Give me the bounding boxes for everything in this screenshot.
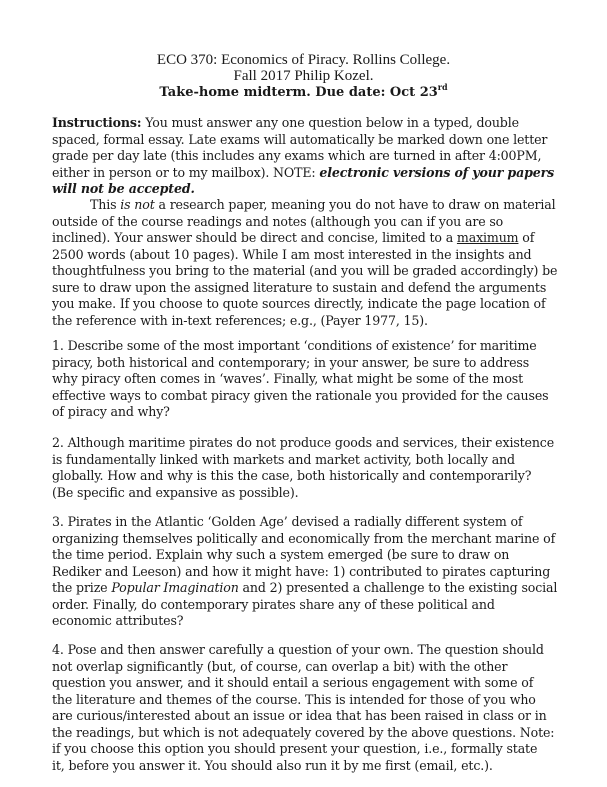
instructions-label: Instructions:: [52, 115, 142, 130]
question-line: organizing themselves politically and economically from the merchant marine of: [52, 530, 556, 546]
question-line: 3. Pirates in the Atlantic ‘Golden Age’ devised a radially different system of: [52, 514, 523, 529]
question-line: economic attributes?: [52, 613, 184, 628]
title-main: Take-home midterm. Due date: Oct 23: [159, 85, 438, 100]
question-line: globally. How and why is this the case, both historically and contemporarily?: [52, 468, 532, 483]
question-line: 4. Pose and then answer carefully a question of your own. The question should: [52, 642, 544, 657]
question-line: effective ways to combat piracy given the rationale you provided for the causes: [52, 387, 549, 403]
question-line: [52, 580, 582, 597]
question-line: of piracy and why?: [52, 404, 170, 419]
instructions-line: grade per day late (this includes any exams which are turned in after 4:00PM,: [52, 148, 542, 163]
question-line: is fundamentally linked with markets and market activity, both locally and: [52, 451, 515, 467]
paragraph-text: inclined). Your answer should be direct and concise, limited to a: [52, 230, 457, 245]
paragraph-line: sure to draw upon the assigned literature to sustain and defend the arguments: [52, 279, 547, 295]
term-line: Fall 2017 Philip Kozel.: [233, 68, 374, 84]
paragraph-line: 2500 words (about 10 pages). While I am most interested in the insights and: [52, 246, 532, 262]
question-line: not overlap significantly (but, of course, can overlap a bit) with the other: [52, 658, 508, 674]
question-text: and 2) presented a challenge to the existing social: [238, 580, 558, 595]
question-4: [52, 642, 582, 774]
question-line: 1. Describe some of the most important ‘conditions of existence’ for maritime: [52, 338, 537, 353]
question-line: piracy, both historical and contemporary; in your answer, be sure to address: [52, 354, 530, 370]
instructions-text: You must answer any one question below in a typed, double: [141, 115, 519, 130]
instructions-paragraph: [52, 115, 582, 198]
paragraph-line: [52, 197, 582, 214]
question-1: [52, 338, 582, 421]
question-line: the readings, but which is not adequately covered by the above questions. Note:: [52, 724, 555, 740]
question-line: it, before you answer it. You should also run it by me first (email, etc.).: [52, 757, 493, 773]
instructions-line: [52, 165, 582, 182]
question-line: why piracy often comes in ‘waves’. Finally, what might be some of the most: [52, 371, 523, 386]
question-line: the literature and themes of the course. This is intended for those of you who: [52, 691, 536, 707]
course-line: ECO 370: Economics of Piracy. Rollins College.: [156, 52, 451, 68]
question-line: question you answer, and it should entail a serious engagement with some of: [52, 675, 534, 690]
instructions-text: either in person or to my mailbox). NOTE:: [52, 164, 320, 180]
emphasis-text: Popular Imagination: [111, 580, 239, 595]
underlined-text: maximum: [456, 230, 519, 245]
question-text: the prize: [52, 580, 112, 595]
paragraph-line: the reference with in-text references; e.g., (Payer 1977, 15).: [52, 312, 428, 328]
question-2: [52, 435, 582, 501]
question-line: are curious/interested about an issue or idea that has been raised in class or in: [52, 708, 547, 723]
title-superscript: rd: [437, 82, 448, 92]
question-line: (Be specific and expansive as possible).: [52, 484, 299, 500]
document-title: [0, 82, 607, 101]
research-paragraph: [52, 197, 582, 329]
electronic-note: electronic versions of your papers: [319, 164, 555, 180]
question-line: the time period. Explain why such a system emerged (be sure to draw on: [52, 547, 510, 562]
paragraph-line: [52, 230, 582, 247]
question-line: order. Finally, do contemporary pirates share any of these political and: [52, 596, 495, 612]
emphasis-text: is not: [120, 197, 155, 212]
instructions-line: spaced, formal essay. Late exams will automatically be marked down one letter: [52, 131, 548, 147]
question-line: Rediker and Leeson) and how it might have: 1) contributed to pirates capturing: [52, 563, 551, 579]
question-line: if you choose this option you should present your question, i.e., formally state: [52, 741, 538, 756]
question-line: 2. Although maritime pirates do not produce goods and services, their existence: [52, 435, 555, 450]
paragraph-line: outside of the course readings and notes (although you can if you are so: [52, 213, 504, 229]
question-3: [52, 514, 582, 630]
instructions-line: [52, 115, 582, 132]
paragraph-text: a research paper, meaning you do not have to draw on material: [154, 197, 556, 212]
paragraph-text: of: [518, 230, 535, 245]
paragraph-line: you make. If you choose to quote sources directly, indicate the page location of: [52, 296, 546, 311]
paragraph-line: thoughtfulness you bring to the material (and you will be graded accordingly) be: [52, 263, 558, 278]
electronic-note: will not be accepted.: [52, 181, 195, 196]
paragraph-text: This: [90, 197, 121, 212]
